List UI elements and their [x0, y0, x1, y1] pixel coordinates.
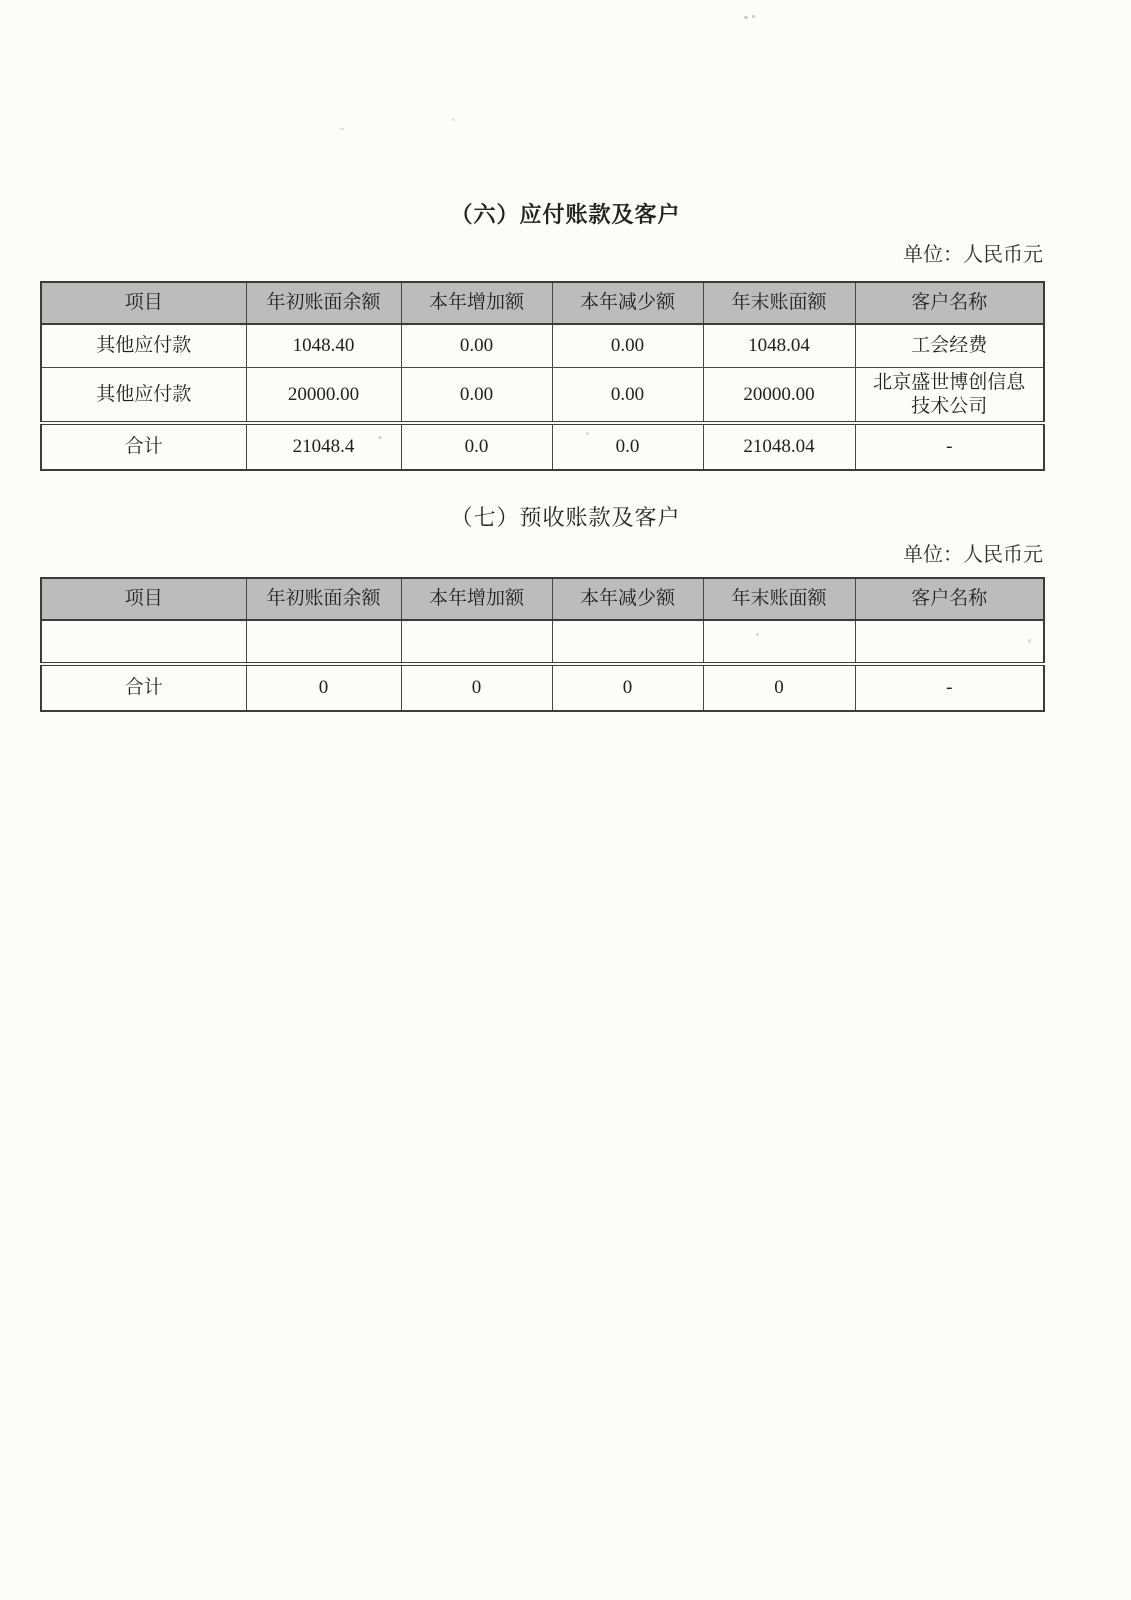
column-header-item: 项目 — [41, 282, 246, 324]
section7-unit-label: 单位：人民币元 — [903, 544, 1043, 566]
table-cell: 20000.00 — [703, 368, 855, 424]
table-header-row — [41, 282, 1044, 324]
table-cell — [246, 620, 401, 664]
column-header-ending-balance: 年末账面额 — [703, 282, 855, 324]
table-cell: 20000.00 — [246, 368, 401, 424]
scan-speckle — [452, 118, 455, 121]
table-cell: - — [855, 664, 1044, 711]
table-cell: 0 — [552, 664, 703, 711]
column-header-item: 项目 — [41, 578, 246, 620]
table-header-row — [41, 578, 1044, 620]
scan-speckle — [340, 128, 344, 130]
table-cell: 1048.04 — [703, 324, 855, 368]
total-row — [41, 664, 1044, 711]
table-cell: 合计 — [41, 423, 246, 470]
table-cell: - — [855, 423, 1044, 470]
table-cell: 其他应付款 — [41, 368, 246, 424]
total-row — [41, 423, 1044, 470]
column-header-increase: 本年增加额 — [401, 282, 552, 324]
table-cell: 0.00 — [401, 368, 552, 424]
column-header-decrease: 本年减少额 — [552, 282, 703, 324]
table-row — [41, 368, 1044, 424]
scan-speckle — [744, 16, 748, 19]
table-cell: 工会经费 — [855, 324, 1044, 368]
table-cell — [855, 620, 1044, 664]
column-header-customer-name: 客户名称 — [855, 578, 1044, 620]
column-header-increase: 本年增加额 — [401, 578, 552, 620]
table-cell: 其他应付款 — [41, 324, 246, 368]
column-header-customer-name: 客户名称 — [855, 282, 1044, 324]
table-cell: 0.00 — [401, 324, 552, 368]
column-header-beginning-balance: 年初账面余额 — [246, 578, 401, 620]
table-cell: 0.0 — [552, 423, 703, 470]
table-cell: 0 — [703, 664, 855, 711]
scan-speckle — [752, 15, 755, 18]
table-cell: 1048.40 — [246, 324, 401, 368]
section6-title: （六）应付账款及客户 — [450, 202, 681, 227]
table-cell: 21048.4 — [246, 423, 401, 470]
table-cell: 0.0 — [401, 423, 552, 470]
column-header-decrease: 本年减少额 — [552, 578, 703, 620]
section6-unit-label: 单位：人民币元 — [903, 244, 1043, 266]
section7-title: （七）预收账款及客户 — [450, 505, 681, 530]
column-header-beginning-balance: 年初账面余额 — [246, 282, 401, 324]
table-cell: 0 — [246, 664, 401, 711]
table-cell — [401, 620, 552, 664]
table-cell: 0.00 — [552, 368, 703, 424]
table-cell: 北京盛世博创信息技术公司 — [855, 368, 1044, 424]
table-cell — [703, 620, 855, 664]
table-cell — [41, 620, 246, 664]
table-row — [41, 324, 1044, 368]
table-cell: 21048.04 — [703, 423, 855, 470]
payables-table — [40, 281, 1045, 471]
table-row-empty — [41, 620, 1044, 664]
table-cell: 0.00 — [552, 324, 703, 368]
advance-receipts-table — [40, 577, 1045, 712]
column-header-ending-balance: 年末账面额 — [703, 578, 855, 620]
table-cell: 合计 — [41, 664, 246, 711]
table-cell — [552, 620, 703, 664]
table-cell: 0 — [401, 664, 552, 711]
